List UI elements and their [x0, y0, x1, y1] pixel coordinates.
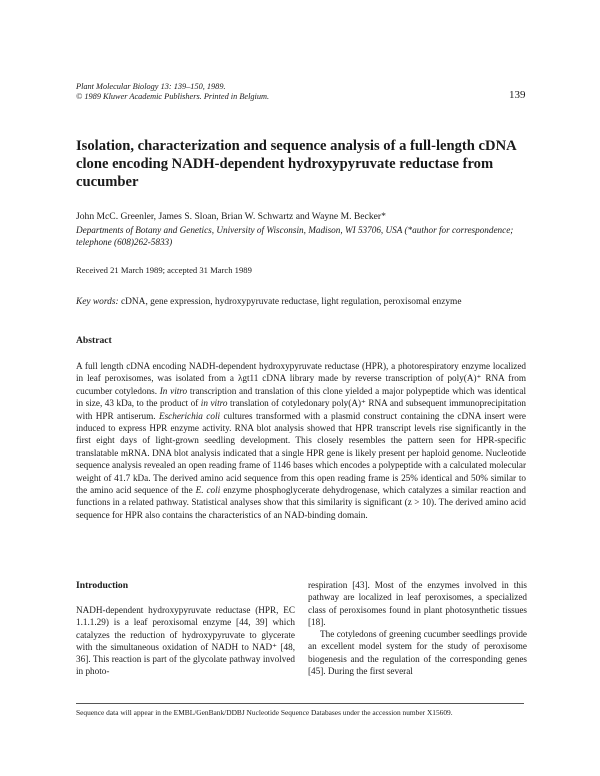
abstract-italic-1: In vitro	[159, 385, 188, 396]
footnote-divider	[76, 703, 524, 704]
article-title: Isolation, characterization and sequence analysis of a full-length cDNA clone encoding NADH-dependent hydroxypyruvate reductase from cucumber	[76, 138, 516, 190]
abstract-italic-4: E. coli	[195, 485, 221, 496]
journal-citation	[76, 82, 269, 102]
abstract-part-1: A full length cDNA encoding NADH-dependent hydroxypyruvate reductase (HPR), a photorespiratory enzyme localized in leaf peroxisomes, was isolated from a λgt11 cDNA library made by reverse transcription of poly(A)⁺ RNA from cucumber cotyledons.	[76, 361, 526, 396]
abstract-part-3: translation of cotyledonary poly(A)⁺ RNA and subsequent immunoprecipitation with HPR antiserum.	[76, 398, 527, 421]
received-dates: Received 21 March 1989; accepted 31 March 1989	[76, 265, 252, 275]
journal-line-1: Plant Molecular Biology 13: 139–150, 1989.	[76, 82, 226, 91]
author-affiliation: Departments of Botany and Genetics, University of Wisconsin, Madison, WI 53706, USA (*author for correspondence; telephone (608)262-5833)	[76, 225, 514, 247]
journal-line-2: © 1989 Kluwer Academic Publishers. Printed in Belgium.	[76, 92, 270, 101]
author-list: John McC. Greenler, James S. Sloan, Brian W. Schwartz and Wayne M. Becker*	[76, 211, 386, 222]
abstract-text	[76, 360, 526, 521]
accession-footnote: Sequence data will appear in the EMBL/GenBank/DDBJ Nucleotide Sequence Databases under the accession number X15609.	[76, 708, 453, 717]
abstract-part-4: cultures transformed with a plasmid construct containing the cDNA insert were induced to express HPR enzyme activity. RNA blot analysis showed that HPR transcript levels rise significantly in the first eight days of light-grown seedling development. This closely resembles the pattern seen for HPR-specific translatable mRNA. DNA blot analysis indicated that a single HPR gene is likely present per haploid genome. Nucleotide sequence analysis revealed an open reading frame of 1146 bases which encodes a polypeptide with a calculated molecular weight of 41.7 kDa. The derived amino acid sequence from this open reading frame is 25% identical and 50% similar to the amino acid sequence of the	[76, 410, 526, 496]
keywords-text: cDNA, gene expression, hydroxypyruvate reductase, light regulation, peroxisomal enzyme	[120, 297, 462, 307]
introduction-column-2-paragraph-2: The cotyledons of greening cucumber seedlings provide an excellent model system for the study of peroxisome biogenesis and the regulation of the corresponding genes [45]. During the first several	[308, 629, 527, 677]
keywords	[76, 297, 462, 307]
keywords-label: Key words:	[76, 297, 119, 307]
abstract-heading: Abstract	[76, 335, 112, 346]
introduction-column-2	[308, 579, 527, 677]
introduction-column-2-paragraph-1: respiration [43]. Most of the enzymes involved in this pathway are localized in leaf peroxisomes, a specialized class of peroxisomes found in plant photosynthetic tissues [18].	[308, 580, 527, 627]
introduction-heading: Introduction	[76, 580, 129, 591]
introduction-column-1: NADH-dependent hydroxypyruvate reductase (HPR, EC 1.1.1.29) is a leaf peroxisomal enzyme [44, 39] which catalyzes the reduction of hydroxypyruvate to glycerate with the simultaneous oxidation of NADH to NAD⁺ [48, 36]. This reaction is part of the glycolate pathway involved in photo-	[76, 605, 295, 677]
page-number: 139	[509, 89, 526, 101]
abstract-part-5: enzyme phosphoglycerate dehydrogenase, which catalyzes a similar reaction and functions in a related pathway. Statistical analyses show that this similarity is significant (z > 10). The derived amino acid sequence for HPR also contains the characteristics of an NAD-binding domain.	[76, 485, 526, 520]
abstract-part-2: transcription and translation of this clone yielded a major polypeptide which was identical in size, 43 kDa, to the product of	[76, 385, 527, 409]
abstract-italic-3: Escherichia coli	[158, 410, 221, 421]
abstract-italic-2: in vitro	[200, 398, 228, 409]
